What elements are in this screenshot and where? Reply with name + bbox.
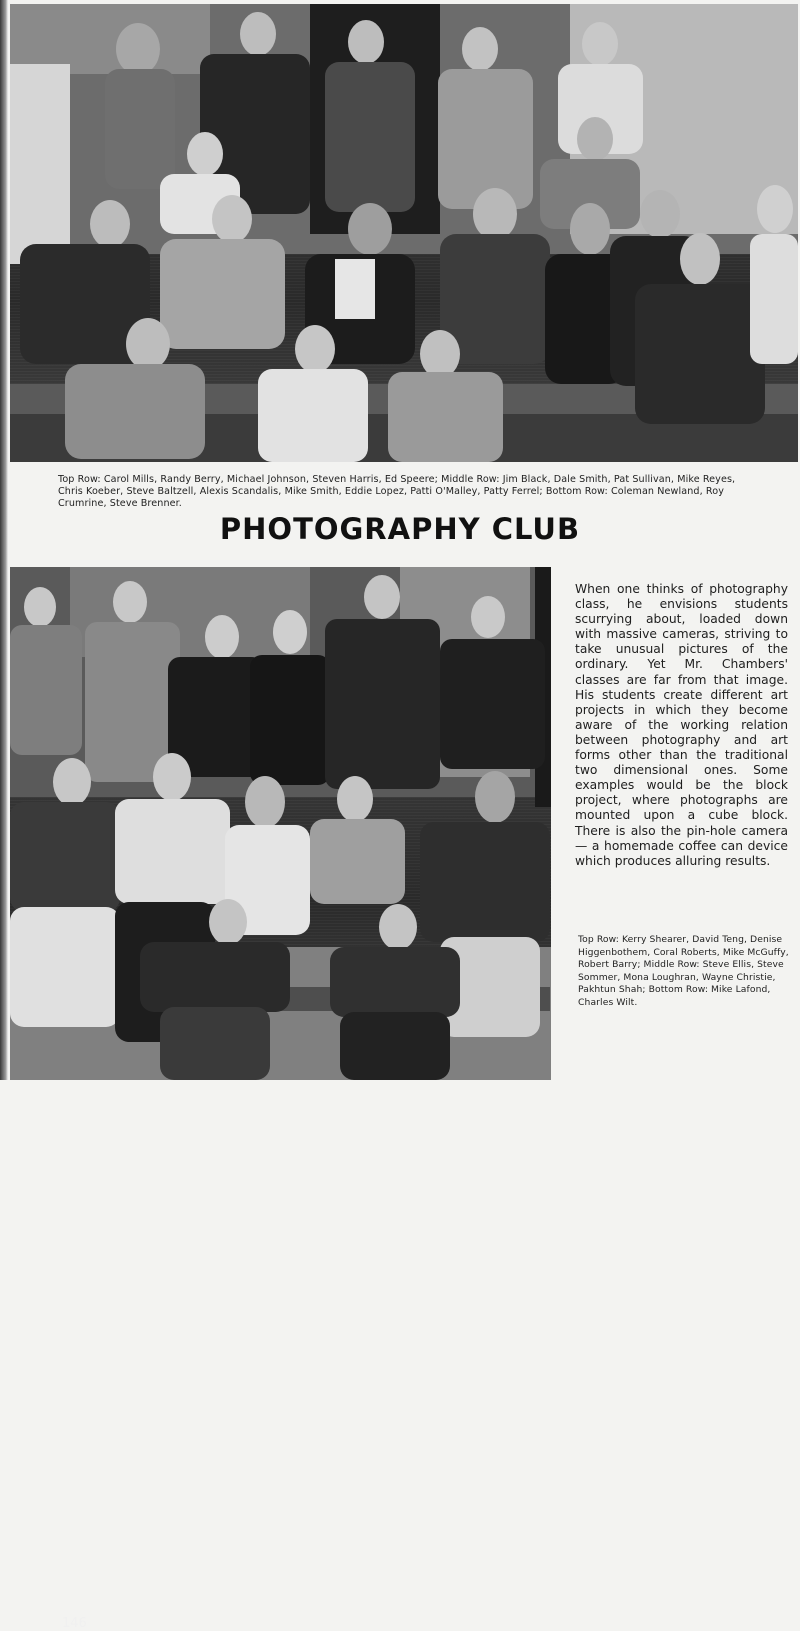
page-title: PHOTOGRAPHY CLUB — [219, 512, 581, 546]
bottom-photo-caption: Top Row: Kerry Shearer, David Teng, Denise Higgenbothem, Coral Roberts, Mike McGuffy, Robert Barry; Middle Row: Steve Ellis, Steve Sommer, Mona Loughran, Wayne Christie, Pakhtun Shah; Bottom Row: Mike Lafond, Charles Wilt. — [578, 934, 789, 1008]
top-photo-caption: Top Row: Carol Mills, Randy Berry, Michael Johnson, Steven Harris, Ed Speere; Middle Row: Jim Black, Dale Smith, Pat Sullivan, Mike Reyes, Chris Koeber, Steve Baltzell, Alexis Scandalis, Mike Smith, Eddie Lopez, Patti O'Malley, Patty Ferrel; Bottom Row: Coleman Newland, Roy Crumrine, Steve Brenner. — [58, 474, 736, 509]
article-body-text: When one thinks of photography class, he envisions students scurrying about, loaded down with massive cameras, striving to take unusual pictures of the ordinary. Yet Mr. Chambers' classes are far from that image. His students create different art projects in which they become aware of the working relation between photography and art forms other than the traditional two dimensional ones. Some examples would be the block project, where photographs are mounted upon a cube block. There is also the pin-hole camera — a homemade coffee can device which produces alluring results. — [575, 582, 788, 868]
bottom-group-photo — [10, 567, 551, 1631]
top-group-photo-silhouettes — [10, 4, 798, 462]
page-number: 146 — [62, 1616, 87, 1631]
bottom-group-photo-silhouettes — [10, 567, 551, 1080]
top-group-photo — [10, 4, 798, 462]
